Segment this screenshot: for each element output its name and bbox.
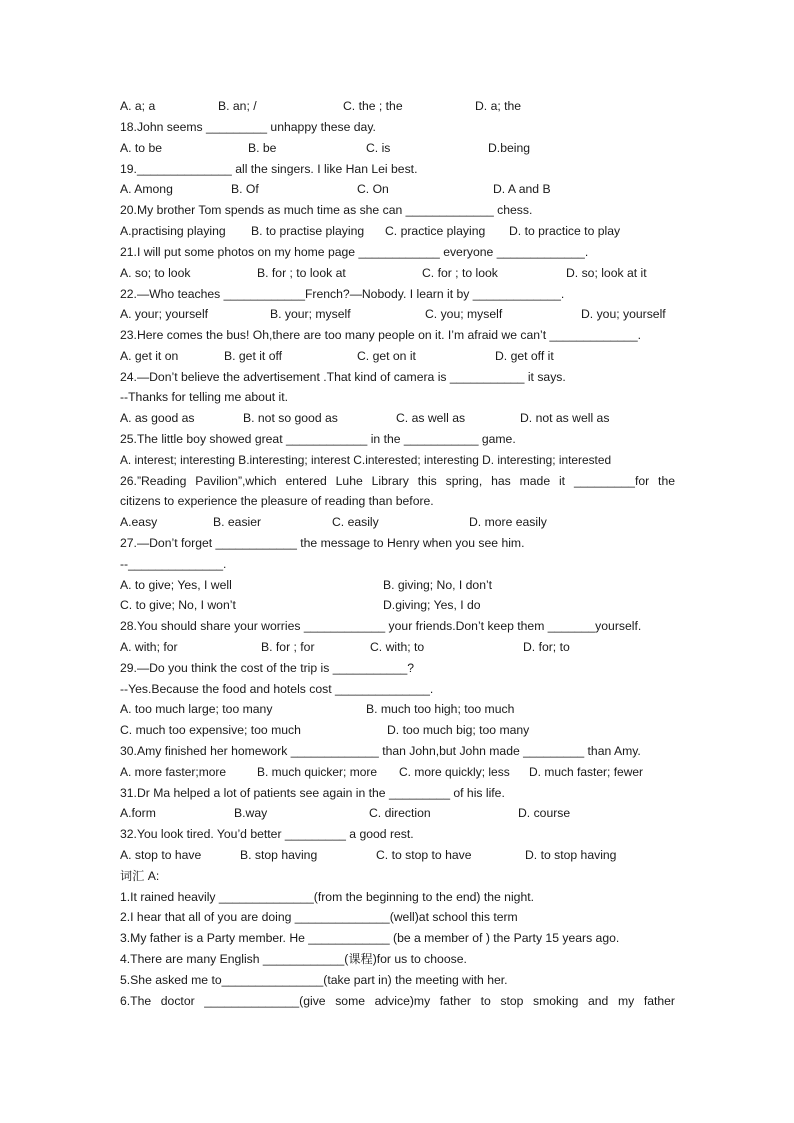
question-26-cont: citizens to experience the pleasure of reading than before. [120, 494, 434, 508]
option-a: A. stop to have [120, 848, 202, 862]
option-a: A. with; for [120, 640, 178, 654]
option-d: D. get off it [495, 349, 554, 363]
question-30: 30.Amy finished her homework _____________ than John,but John made _________ than Amy. [120, 744, 641, 758]
option-a: A.easy [120, 515, 158, 529]
option-a: A. to give; Yes, I well [120, 578, 232, 592]
option-c: C. as well as [396, 411, 466, 425]
option-d: D.giving; Yes, I do [383, 598, 481, 612]
option-b: B. for ; for [261, 640, 315, 654]
options-row-30 [120, 762, 675, 782]
question-19: 19.______________ all the singers. I like Han Lei best. [120, 162, 418, 176]
question-18: 18.John seems _________ unhappy these day. [120, 120, 376, 134]
question-23: 23.Here comes the bus! Oh,there are too many people on it. I’m afraid we can’t _____________. [120, 328, 641, 342]
option-d: D. to stop having [525, 848, 617, 862]
options-row-31 [120, 803, 675, 823]
options-row-19 [120, 179, 675, 199]
option-d: D. for; to [523, 640, 570, 654]
question-28: 28.You should share your worries ____________ your friends.Don’t keep them _______yourself. [120, 619, 642, 633]
options-row-25: A. interest; interesting B.interesting; interest C.interested; interesting D. interesting; interested [120, 453, 612, 467]
option-b: B. giving; No, I don’t [383, 578, 493, 592]
question-27-reply: --______________. [120, 557, 227, 571]
option-b: B. much quicker; more [257, 765, 378, 779]
options-row-29-cd [120, 720, 675, 740]
question-21: 21.I will put some photos on my home page ____________ everyone _____________. [120, 245, 589, 259]
option-c: C. On [357, 182, 389, 196]
question-24-reply: --Thanks for telling me about it. [120, 390, 288, 404]
option-a: A. to be [120, 141, 163, 155]
option-d: D. much faster; fewer [529, 765, 644, 779]
option-b: B. stop having [240, 848, 318, 862]
option-b: B. to practise playing [251, 224, 365, 238]
vocab-question-1: 1.It rained heavily ______________(from the beginning to the end) the night. [120, 890, 535, 904]
option-d: D. not as well as [520, 411, 610, 425]
option-c: C. to stop to have [376, 848, 472, 862]
question-25: 25.The little boy showed great ____________ in the ___________ game. [120, 432, 516, 446]
option-c: C. much too expensive; too much [120, 723, 301, 737]
option-c: C. more quickly; less [399, 765, 510, 779]
option-b: B. for ; to look at [257, 266, 346, 280]
question-20: 20.My brother Tom spends as much time as she can _____________ chess. [120, 203, 533, 217]
option-d: D. A and B [493, 182, 551, 196]
options-row-18 [120, 138, 675, 158]
option-c: C. direction [369, 806, 431, 820]
option-b: B.way [234, 806, 268, 820]
vocab-question-5: 5.She asked me to_______________(take part in) the meeting with her. [120, 973, 508, 987]
question-32: 32.You look tired. You’d better _________ a good rest. [120, 827, 414, 841]
option-b: B. not so good as [243, 411, 338, 425]
option-c: C. for ; to look [422, 266, 498, 280]
option-c: C. practice playing [385, 224, 486, 238]
options-row-29-ab [120, 699, 675, 719]
vocab-question-4: 4.There are many English ____________(课程)for us to choose. [120, 952, 467, 966]
question-26: 26.”Reading Pavilion”,which entered Luhe Library this spring, has made it _________for the [120, 474, 675, 488]
option-b: B. be [248, 141, 277, 155]
option-a: A. a; a [120, 99, 156, 113]
option-a: A. your; yourself [120, 307, 209, 321]
option-a: A. so; to look [120, 266, 191, 280]
options-row-20 [120, 221, 675, 241]
option-a: A.form [120, 806, 156, 820]
option-a: A. Among [120, 182, 173, 196]
options-row-28 [120, 637, 675, 657]
option-b: B. Of [231, 182, 259, 196]
question-24: 24.—Don’t believe the advertisement .That kind of camera is ___________ it says. [120, 370, 566, 384]
option-d: D. a; the [475, 99, 522, 113]
option-d: D.being [488, 141, 531, 155]
option-c: C. easily [332, 515, 379, 529]
question-29: 29.—Do you think the cost of the trip is ___________? [120, 661, 415, 675]
section-heading-vocabulary: 词汇 A: [120, 869, 160, 883]
options-row-24 [120, 408, 675, 428]
question-27: 27.—Don’t forget ____________ the message to Henry when you see him. [120, 536, 525, 550]
option-c: C. you; myself [425, 307, 503, 321]
options-row-22 [120, 304, 675, 324]
option-c: C. the ; the [343, 99, 403, 113]
vocab-question-3: 3.My father is a Party member. He ____________ (be a member of ) the Party 15 years ago. [120, 931, 620, 945]
option-d: D. you; yourself [581, 307, 666, 321]
option-c: C. with; to [370, 640, 425, 654]
option-c: C. to give; No, I won’t [120, 598, 236, 612]
option-a: A. get it on [120, 349, 179, 363]
options-row-27-ab [120, 575, 675, 595]
option-a: A. as good as [120, 411, 195, 425]
option-c: C. get on it [357, 349, 416, 363]
option-a: A. more faster;more [120, 765, 227, 779]
option-d: D. too much big; too many [387, 723, 530, 737]
question-29-reply: --Yes.Because the food and hotels cost ______________. [120, 682, 434, 696]
vocab-question-2: 2.I hear that all of you are doing ______________(well)at school this term [120, 910, 518, 924]
option-b: B. your; myself [270, 307, 351, 321]
options-row-32 [120, 845, 675, 865]
question-31: 31.Dr Ma helped a lot of patients see again in the _________ of his life. [120, 786, 505, 800]
option-b: B. easier [213, 515, 262, 529]
options-row-26 [120, 512, 675, 532]
options-row-21 [120, 263, 675, 283]
options-row-23 [120, 346, 675, 366]
options-row-17 [120, 96, 675, 116]
option-b: B. an; / [218, 99, 257, 113]
question-22: 22.—Who teaches ____________French?—Nobody. I learn it by _____________. [120, 287, 565, 301]
options-row-27-cd [120, 595, 675, 615]
option-d: D. more easily [469, 515, 547, 529]
option-b: B. get it off [224, 349, 283, 363]
option-a: A.practising playing [120, 224, 226, 238]
option-d: D. course [518, 806, 571, 820]
option-d: D. so; look at it [566, 266, 647, 280]
option-c: C. is [366, 141, 391, 155]
option-d: D. to practice to play [509, 224, 621, 238]
vocab-question-6: 6.The doctor ______________(give some advice)my father to stop smoking and my father [120, 994, 675, 1008]
option-b: B. much too high; too much [366, 702, 515, 716]
option-a: A. too much large; too many [120, 702, 273, 716]
